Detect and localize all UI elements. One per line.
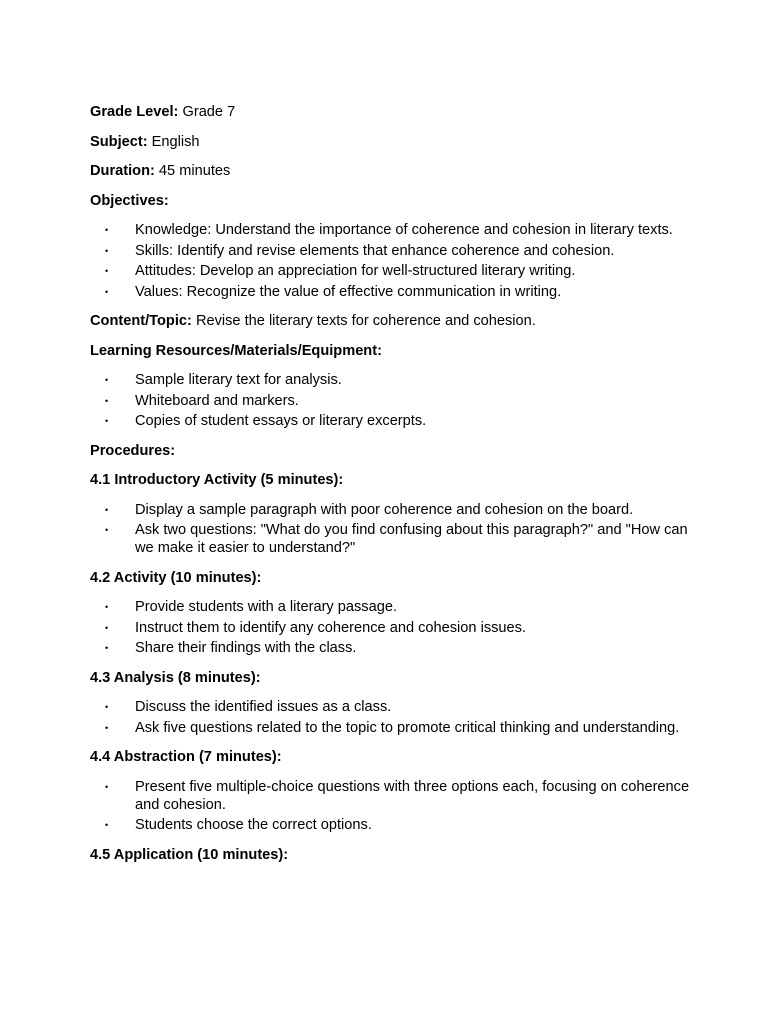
bullet-icon: • bbox=[105, 643, 109, 653]
section-heading-abstraction: 4.4 Abstraction (7 minutes): bbox=[90, 749, 282, 765]
list-item bbox=[90, 501, 690, 519]
list-item-text: Attitudes: Develop an appreciation for well-structured literary writing. bbox=[135, 263, 576, 279]
list-item bbox=[90, 719, 690, 737]
content-topic-value: Revise the literary texts for coherence and cohesion. bbox=[195, 313, 536, 329]
grade-level-line bbox=[90, 103, 690, 121]
list-item-text: Display a sample paragraph with poor coherence and cohesion on the board. bbox=[135, 501, 634, 518]
bullet-icon: • bbox=[105, 722, 109, 733]
objectives-list bbox=[90, 221, 690, 301]
activity-list bbox=[90, 598, 690, 657]
resources-list bbox=[90, 371, 690, 430]
bullet-icon: • bbox=[105, 286, 109, 297]
subject-value: English bbox=[151, 133, 200, 150]
list-item-text: Skills: Identify and revise elements that enhance coherence and cohesion. bbox=[135, 242, 615, 259]
list-item-text: Copies of student essays or literary excerpts. bbox=[135, 413, 427, 429]
section-heading-application: 4.5 Application (10 minutes): bbox=[90, 846, 289, 863]
list-item-text: Students choose the correct options. bbox=[135, 817, 372, 833]
list-item bbox=[90, 778, 690, 814]
duration-value: 45 minutes bbox=[158, 163, 231, 179]
list-item bbox=[90, 242, 690, 260]
bullet-icon: • bbox=[105, 245, 109, 256]
list-item-text: Provide students with a literary passage. bbox=[135, 599, 398, 615]
content-topic-line bbox=[90, 312, 690, 330]
bullet-icon: • bbox=[105, 225, 109, 235]
abstraction-list bbox=[90, 778, 690, 835]
bullet-icon: • bbox=[105, 266, 109, 276]
resources-heading: Learning Resources/Materials/Equipment: bbox=[90, 342, 382, 359]
list-item bbox=[90, 221, 690, 239]
bullet-icon: • bbox=[105, 504, 109, 515]
bullet-icon: • bbox=[105, 702, 109, 712]
list-item-text: Ask five questions related to the topic to promote critical thinking and understanding. bbox=[135, 719, 680, 736]
grade-level-label: Grade Level: bbox=[90, 104, 179, 120]
section-heading-introductory: 4.1 Introductory Activity (5 minutes): bbox=[90, 472, 344, 488]
bullet-icon: • bbox=[105, 395, 109, 406]
bullet-icon: • bbox=[105, 602, 109, 612]
bullet-icon: • bbox=[105, 781, 109, 792]
duration-label: Duration: bbox=[90, 163, 155, 179]
list-item-text: Ask two questions: "What do you find confusing about this paragraph?" and "How can we make it easier to understand?" bbox=[135, 522, 688, 556]
lesson-plan-document bbox=[90, 103, 690, 875]
list-item bbox=[90, 521, 690, 557]
list-item bbox=[90, 816, 690, 834]
procedures-heading: Procedures: bbox=[90, 442, 176, 459]
list-item bbox=[90, 392, 690, 410]
duration-line bbox=[90, 162, 690, 180]
list-item-text: Present five multiple-choice questions with three options each, focusing on coherence and cohesion. bbox=[135, 778, 690, 813]
bullet-icon: • bbox=[105, 820, 109, 830]
section-heading-activity: 4.2 Activity (10 minutes): bbox=[90, 569, 262, 586]
subject-label: Subject: bbox=[90, 133, 148, 150]
content-topic-label: Content/Topic: bbox=[90, 313, 192, 329]
list-item-text: Values: Recognize the value of effective communication in writing. bbox=[135, 283, 562, 300]
list-item bbox=[90, 639, 690, 657]
objectives-heading: Objectives: bbox=[90, 192, 169, 209]
list-item-text: Whiteboard and markers. bbox=[135, 392, 299, 409]
subject-line bbox=[90, 133, 690, 151]
list-item-text: Sample literary text for analysis. bbox=[135, 372, 342, 388]
bullet-icon: • bbox=[105, 375, 109, 385]
list-item-text: Instruct them to identify any coherence and cohesion issues. bbox=[135, 619, 527, 636]
list-item bbox=[90, 619, 690, 637]
introductory-list bbox=[90, 501, 690, 558]
bullet-icon: • bbox=[105, 622, 109, 633]
list-item-text: Knowledge: Understand the importance of coherence and cohesion in literary texts. bbox=[135, 222, 673, 238]
grade-level-value: Grade 7 bbox=[182, 104, 236, 120]
list-item-text: Discuss the identified issues as a class. bbox=[135, 699, 392, 715]
list-item bbox=[90, 698, 690, 716]
list-item bbox=[90, 371, 690, 389]
list-item-text: Share their findings with the class. bbox=[135, 640, 357, 656]
bullet-icon: • bbox=[105, 416, 109, 426]
analysis-list bbox=[90, 698, 690, 737]
list-item bbox=[90, 262, 690, 280]
list-item bbox=[90, 598, 690, 616]
list-item bbox=[90, 412, 690, 430]
bullet-icon: • bbox=[105, 525, 109, 535]
list-item bbox=[90, 283, 690, 301]
section-heading-analysis: 4.3 Analysis (8 minutes): bbox=[90, 669, 261, 686]
